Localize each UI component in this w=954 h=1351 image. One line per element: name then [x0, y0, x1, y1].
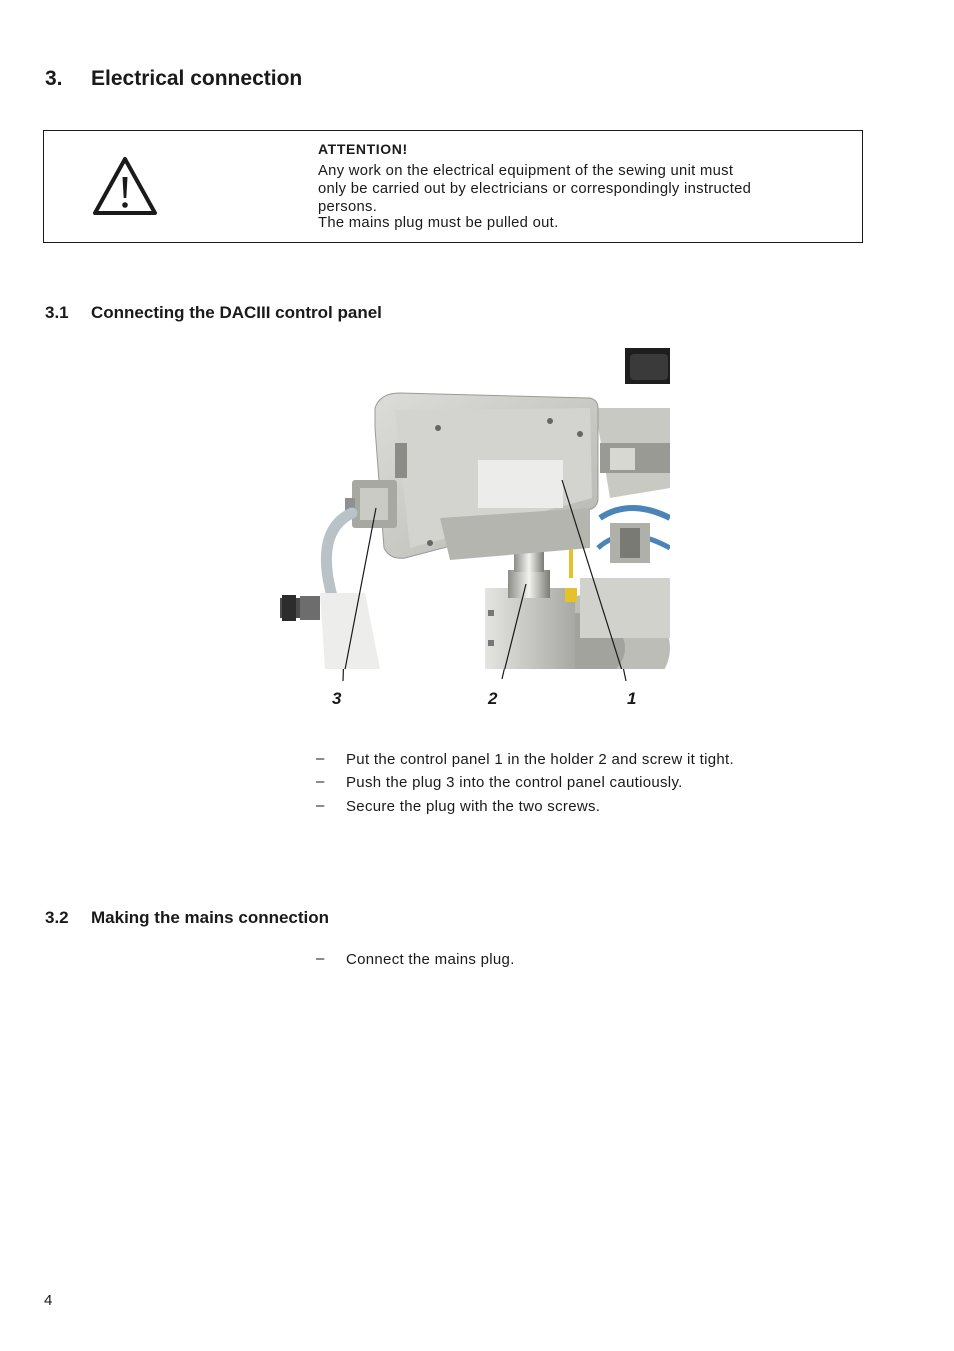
section-title: Electrical connection	[91, 67, 303, 90]
callout-label: 3	[332, 689, 342, 708]
subsection-number: 3.1	[45, 303, 69, 322]
attention-line: only be carried out by electricians or correspondingly instructed	[318, 181, 752, 197]
list-bullet: –	[316, 797, 325, 814]
callout-label: 2	[488, 689, 498, 708]
attention-title: ATTENTION!	[318, 141, 408, 157]
control-panel-photo	[280, 348, 670, 669]
list-item: Secure the plug with the two screws.	[346, 798, 601, 815]
list-bullet: –	[316, 750, 325, 767]
attention-line: The mains plug must be pulled out.	[318, 215, 559, 231]
attention-line: persons.	[318, 199, 378, 215]
attention-line: Any work on the electrical equipment of the sewing unit must	[318, 163, 734, 179]
list-item: Push the plug 3 into the control panel cautiously.	[346, 774, 683, 791]
subsection-title: Connecting the DACIII control panel	[91, 303, 382, 322]
list-bullet: –	[316, 773, 325, 790]
attention-box	[43, 130, 863, 243]
list-item: Connect the mains plug.	[346, 951, 515, 968]
subsection-number: 3.2	[45, 908, 69, 927]
callout-label: 1	[627, 689, 637, 708]
warning-triangle-icon	[91, 155, 159, 217]
leader-lines	[280, 669, 670, 683]
page-number: 4	[44, 1292, 53, 1309]
section-number: 3.	[45, 67, 63, 90]
list-item: Put the control panel 1 in the holder 2 and screw it tight.	[346, 751, 734, 768]
subsection-title: Making the mains connection	[91, 908, 330, 927]
list-bullet: –	[316, 950, 325, 967]
